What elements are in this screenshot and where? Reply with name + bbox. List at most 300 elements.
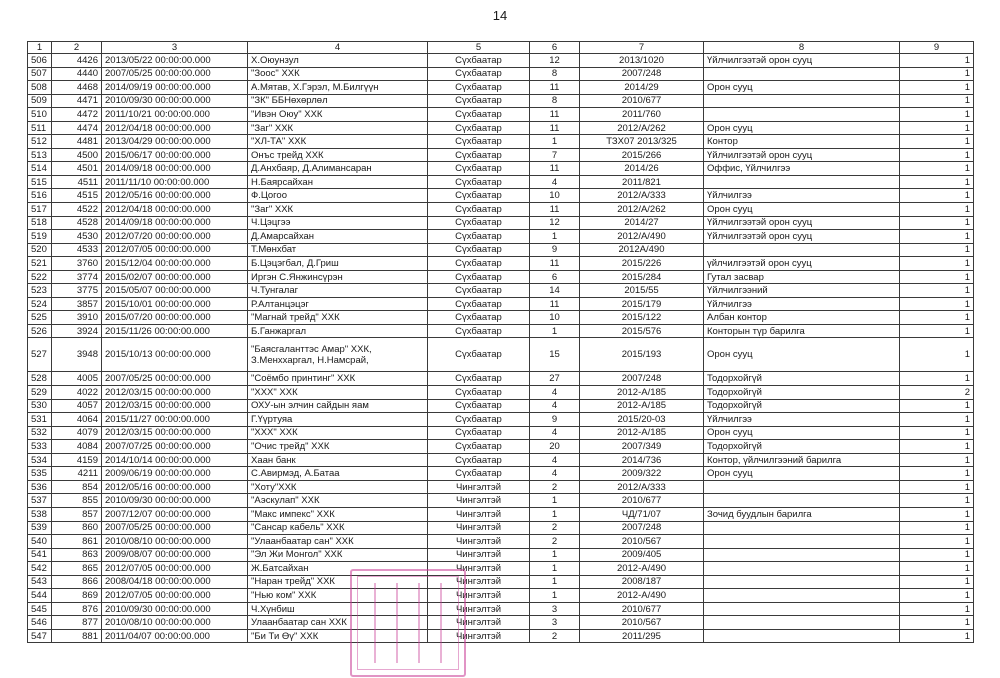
column-header: 5 <box>428 42 530 54</box>
owner-name: "Эл Жи Монгол" ХХК <box>248 548 428 562</box>
district: Сүхбаатар <box>428 121 530 135</box>
record-id: 4501 <box>52 162 102 176</box>
owner-name: Улаанбаатар сан ХХК <box>248 616 428 630</box>
quantity: 1 <box>900 148 974 162</box>
registration-date: 2009/06/19 00:00:00.000 <box>102 467 248 481</box>
table-row <box>28 589 974 603</box>
registration-date: 2007/12/07 00:00:00.000 <box>102 507 248 521</box>
permit-number: ЧД/71/07 <box>580 507 704 521</box>
registration-date: 2008/04/18 00:00:00.000 <box>102 575 248 589</box>
table-row <box>28 575 974 589</box>
table-row <box>28 108 974 122</box>
row-index: 508 <box>28 81 52 95</box>
table-row <box>28 189 974 203</box>
owner-name: "Очис трейд" ХХК <box>248 440 428 454</box>
record-id: 4472 <box>52 108 102 122</box>
registration-date: 2012/07/05 00:00:00.000 <box>102 243 248 257</box>
owner-name: Иргэн С.Янжинсүрэн <box>248 270 428 284</box>
record-id: 4500 <box>52 148 102 162</box>
unit-count: 15 <box>530 338 580 372</box>
building-purpose <box>704 548 900 562</box>
building-purpose: Орон сууц <box>704 121 900 135</box>
registration-date: 2015/12/04 00:00:00.000 <box>102 257 248 271</box>
table-row <box>28 562 974 576</box>
row-index: 536 <box>28 480 52 494</box>
owner-name: Ч.Тунгалаг <box>248 284 428 298</box>
registration-date: 2012/03/15 00:00:00.000 <box>102 386 248 400</box>
permit-number: 2014/26 <box>580 162 704 176</box>
quantity: 1 <box>900 81 974 95</box>
unit-count: 20 <box>530 440 580 454</box>
registration-date: 2012/03/15 00:00:00.000 <box>102 399 248 413</box>
registration-date: 2015/10/13 00:00:00.000 <box>102 338 248 372</box>
building-purpose <box>704 575 900 589</box>
quantity: 1 <box>900 311 974 325</box>
record-id: 3910 <box>52 311 102 325</box>
table-row <box>28 602 974 616</box>
permit-number: 2012/А/262 <box>580 121 704 135</box>
permit-number: 2012-А/490 <box>580 589 704 603</box>
owner-name: Б.Цэцэгбал, Д.Гриш <box>248 257 428 271</box>
building-purpose: Албан контор <box>704 311 900 325</box>
building-purpose: Оффис, Үйлчилгээ <box>704 162 900 176</box>
building-purpose: Тодорхойгүй <box>704 386 900 400</box>
registration-date: 2010/08/10 00:00:00.000 <box>102 616 248 630</box>
registration-date: 2012/07/05 00:00:00.000 <box>102 589 248 603</box>
permit-number: 2015/284 <box>580 270 704 284</box>
unit-count: 2 <box>530 535 580 549</box>
record-id: 4533 <box>52 243 102 257</box>
quantity: 1 <box>900 629 974 643</box>
quantity: 1 <box>900 324 974 338</box>
quantity: 1 <box>900 535 974 549</box>
table-row <box>28 372 974 386</box>
owner-name: "Аэскулап" ХХК <box>248 494 428 508</box>
building-purpose <box>704 67 900 81</box>
district: Сүхбаатар <box>428 243 530 257</box>
permit-number: 2015/20-03 <box>580 413 704 427</box>
registration-date: 2012/05/16 00:00:00.000 <box>102 189 248 203</box>
permit-number: 2014/27 <box>580 216 704 230</box>
unit-count: 1 <box>530 230 580 244</box>
unit-count: 1 <box>530 507 580 521</box>
district: Сүхбаатар <box>428 284 530 298</box>
row-index: 526 <box>28 324 52 338</box>
record-id: 861 <box>52 535 102 549</box>
permit-number: 2010/567 <box>580 535 704 549</box>
district: Чингэлтэй <box>428 616 530 630</box>
record-id: 3924 <box>52 324 102 338</box>
column-header: 9 <box>900 42 974 54</box>
table-row <box>28 311 974 325</box>
registration-date: 2015/06/17 00:00:00.000 <box>102 148 248 162</box>
row-index: 527 <box>28 338 52 372</box>
owner-name: Д.Анхбаяр, Д.Алимансаран <box>248 162 428 176</box>
quantity: 1 <box>900 162 974 176</box>
row-index: 547 <box>28 629 52 643</box>
record-id: 3857 <box>52 297 102 311</box>
owner-name: Н.Баярсайхан <box>248 175 428 189</box>
building-purpose: Тодорхойгүй <box>704 372 900 386</box>
column-header: 2 <box>52 42 102 54</box>
row-index: 534 <box>28 453 52 467</box>
registration-date: 2015/11/27 00:00:00.000 <box>102 413 248 427</box>
owner-name: "Би Ти Өү" ХХК <box>248 629 428 643</box>
table-row <box>28 162 974 176</box>
permit-number: 2014/29 <box>580 81 704 95</box>
registration-date: 2010/09/30 00:00:00.000 <box>102 602 248 616</box>
unit-count: 14 <box>530 284 580 298</box>
header-row <box>28 42 974 54</box>
permit-number: 2007/248 <box>580 67 704 81</box>
district: Сүхбаатар <box>428 189 530 203</box>
registration-date: 2011/04/07 00:00:00.000 <box>102 629 248 643</box>
table-body <box>28 54 974 643</box>
quantity: 1 <box>900 189 974 203</box>
record-id: 4515 <box>52 189 102 203</box>
owner-name: Х.Оюунзул <box>248 54 428 68</box>
table-row <box>28 324 974 338</box>
registration-date: 2015/11/26 00:00:00.000 <box>102 324 248 338</box>
building-purpose <box>704 521 900 535</box>
unit-count: 12 <box>530 54 580 68</box>
owner-name: Хаан банк <box>248 453 428 467</box>
permit-number: 2015/122 <box>580 311 704 325</box>
registration-date: 2012/03/15 00:00:00.000 <box>102 426 248 440</box>
registration-date: 2015/07/20 00:00:00.000 <box>102 311 248 325</box>
district: Чингэлтэй <box>428 602 530 616</box>
unit-count: 9 <box>530 413 580 427</box>
owner-name: Д.Амарсайхан <box>248 230 428 244</box>
record-id: 4522 <box>52 203 102 217</box>
building-purpose: Орон сууц <box>704 81 900 95</box>
row-index: 539 <box>28 521 52 535</box>
table-row <box>28 270 974 284</box>
district: Чингэлтэй <box>428 507 530 521</box>
row-index: 511 <box>28 121 52 135</box>
row-index: 510 <box>28 108 52 122</box>
permit-number: 2008/187 <box>580 575 704 589</box>
register-table <box>27 41 974 643</box>
permit-number: 2011/295 <box>580 629 704 643</box>
column-header: 1 <box>28 42 52 54</box>
unit-count: 1 <box>530 324 580 338</box>
permit-number: 2009/322 <box>580 467 704 481</box>
record-id: 4079 <box>52 426 102 440</box>
quantity: 1 <box>900 616 974 630</box>
unit-count: 11 <box>530 297 580 311</box>
quantity: 1 <box>900 575 974 589</box>
table-row <box>28 480 974 494</box>
page-number: 14 <box>492 8 508 23</box>
table-row <box>28 54 974 68</box>
building-purpose: Тодорхойгүй <box>704 399 900 413</box>
table-row <box>28 616 974 630</box>
row-index: 545 <box>28 602 52 616</box>
district: Сүхбаатар <box>428 135 530 149</box>
unit-count: 12 <box>530 216 580 230</box>
registration-date: 2015/05/07 00:00:00.000 <box>102 284 248 298</box>
registration-date: 2007/05/25 00:00:00.000 <box>102 521 248 535</box>
table-row <box>28 440 974 454</box>
row-index: 521 <box>28 257 52 271</box>
unit-count: 11 <box>530 257 580 271</box>
district: Чингэлтэй <box>428 480 530 494</box>
building-purpose <box>704 589 900 603</box>
record-id: 877 <box>52 616 102 630</box>
permit-number: 2011/760 <box>580 108 704 122</box>
column-header: 7 <box>580 42 704 54</box>
table-row <box>28 230 974 244</box>
owner-name: Ж.Батсайхан <box>248 562 428 576</box>
registration-date: 2007/05/25 00:00:00.000 <box>102 372 248 386</box>
unit-count: 3 <box>530 602 580 616</box>
record-id: 3948 <box>52 338 102 372</box>
quantity: 1 <box>900 175 974 189</box>
building-purpose: Үйлчилгээтэй орон сууц <box>704 148 900 162</box>
row-index: 540 <box>28 535 52 549</box>
district: Сүхбаатар <box>428 94 530 108</box>
record-id: 3774 <box>52 270 102 284</box>
row-index: 530 <box>28 399 52 413</box>
owner-name: Ч.Цэцгээ <box>248 216 428 230</box>
building-purpose: Орон сууц <box>704 338 900 372</box>
quantity: 1 <box>900 203 974 217</box>
record-id: 4057 <box>52 399 102 413</box>
record-id: 4528 <box>52 216 102 230</box>
permit-number: 2007/248 <box>580 521 704 535</box>
table-row <box>28 453 974 467</box>
registration-date: 2011/11/10 00:00:00.000 <box>102 175 248 189</box>
building-purpose: Орон сууц <box>704 426 900 440</box>
quantity: 1 <box>900 297 974 311</box>
permit-number: 2010/677 <box>580 494 704 508</box>
building-purpose <box>704 562 900 576</box>
quantity: 1 <box>900 426 974 440</box>
district: Сүхбаатар <box>428 257 530 271</box>
building-purpose <box>704 602 900 616</box>
quantity: 1 <box>900 243 974 257</box>
record-id: 869 <box>52 589 102 603</box>
district: Сүхбаатар <box>428 175 530 189</box>
quantity: 1 <box>900 467 974 481</box>
owner-name: "ЗК" ББНөхөрлөл <box>248 94 428 108</box>
quantity: 1 <box>900 135 974 149</box>
permit-number: 2012А/490 <box>580 243 704 257</box>
unit-count: 4 <box>530 453 580 467</box>
owner-name: Ф.Цогоо <box>248 189 428 203</box>
row-index: 522 <box>28 270 52 284</box>
owner-name: "Сансар кабель" ХХК <box>248 521 428 535</box>
quantity: 1 <box>900 453 974 467</box>
permit-number: 2014/736 <box>580 453 704 467</box>
row-index: 516 <box>28 189 52 203</box>
district: Сүхбаатар <box>428 399 530 413</box>
table-row <box>28 94 974 108</box>
unit-count: 8 <box>530 67 580 81</box>
unit-count: 10 <box>530 311 580 325</box>
row-index: 546 <box>28 616 52 630</box>
record-id: 854 <box>52 480 102 494</box>
permit-number: 2012/А/262 <box>580 203 704 217</box>
building-purpose: Орон сууц <box>704 467 900 481</box>
permit-number: 2012-А/185 <box>580 386 704 400</box>
unit-count: 1 <box>530 589 580 603</box>
district: Чингэлтэй <box>428 494 530 508</box>
record-id: 865 <box>52 562 102 576</box>
row-index: 515 <box>28 175 52 189</box>
registration-date: 2014/09/18 00:00:00.000 <box>102 216 248 230</box>
quantity: 1 <box>900 399 974 413</box>
permit-number: 2007/248 <box>580 372 704 386</box>
building-purpose: Үйлчилгээ <box>704 297 900 311</box>
registration-date: 2014/09/19 00:00:00.000 <box>102 81 248 95</box>
row-index: 542 <box>28 562 52 576</box>
owner-name: "Магнай трейд" ХХК <box>248 311 428 325</box>
table-row <box>28 67 974 81</box>
district: Сүхбаатар <box>428 297 530 311</box>
record-id: 4426 <box>52 54 102 68</box>
quantity: 1 <box>900 589 974 603</box>
owner-name: "Ивэн Оюу" ХХК <box>248 108 428 122</box>
owner-name: "Улаанбаатар сан" ХХК <box>248 535 428 549</box>
record-id: 4530 <box>52 230 102 244</box>
building-purpose <box>704 535 900 549</box>
owner-name: "ХХХ" ХХК <box>248 426 428 440</box>
record-id: 4440 <box>52 67 102 81</box>
owner-name: "Заг" ХХК <box>248 203 428 217</box>
table-row <box>28 386 974 400</box>
registration-date: 2009/08/07 00:00:00.000 <box>102 548 248 562</box>
quantity: 1 <box>900 270 974 284</box>
record-id: 4064 <box>52 413 102 427</box>
building-purpose: Конторын түр барилга <box>704 324 900 338</box>
permit-number: 2012/А/490 <box>580 230 704 244</box>
district: Сүхбаатар <box>428 216 530 230</box>
owner-name: "Баясгаланттэс Амар" ХХК, З.Менххаргал, Н.Намсрай, <box>248 338 428 372</box>
unit-count: 4 <box>530 467 580 481</box>
record-id: 866 <box>52 575 102 589</box>
row-index: 513 <box>28 148 52 162</box>
registration-date: 2013/04/29 00:00:00.000 <box>102 135 248 149</box>
owner-name: Онъс трейд ХХК <box>248 148 428 162</box>
record-id: 855 <box>52 494 102 508</box>
quantity: 1 <box>900 230 974 244</box>
building-purpose <box>704 494 900 508</box>
unit-count: 3 <box>530 616 580 630</box>
district: Сүхбаатар <box>428 270 530 284</box>
unit-count: 4 <box>530 386 580 400</box>
quantity: 1 <box>900 54 974 68</box>
row-index: 525 <box>28 311 52 325</box>
table-row <box>28 284 974 298</box>
record-id: 857 <box>52 507 102 521</box>
column-header: 4 <box>248 42 428 54</box>
permit-number: 2010/677 <box>580 94 704 108</box>
registration-date: 2010/09/30 00:00:00.000 <box>102 494 248 508</box>
owner-name: "Заг" ХХК <box>248 121 428 135</box>
owner-name: "Наран трейд" ХХК <box>248 575 428 589</box>
building-purpose: Үйлчилгээтэй орон сууц <box>704 54 900 68</box>
district: Сүхбаатар <box>428 162 530 176</box>
permit-number: 2015/193 <box>580 338 704 372</box>
registration-date: 2012/07/05 00:00:00.000 <box>102 562 248 576</box>
table-row <box>28 399 974 413</box>
row-index: 538 <box>28 507 52 521</box>
owner-name: Р.Алтанцэцэг <box>248 297 428 311</box>
quantity: 2 <box>900 386 974 400</box>
row-index: 506 <box>28 54 52 68</box>
row-index: 523 <box>28 284 52 298</box>
registration-date: 2010/09/30 00:00:00.000 <box>102 94 248 108</box>
table-row <box>28 494 974 508</box>
owner-name: Б.Ганжаргал <box>248 324 428 338</box>
owner-name: А.Мятав, Х.Гэрэл, М.Билгүүн <box>248 81 428 95</box>
building-purpose <box>704 629 900 643</box>
permit-number: 2007/349 <box>580 440 704 454</box>
registration-date: 2007/07/25 00:00:00.000 <box>102 440 248 454</box>
row-index: 533 <box>28 440 52 454</box>
district: Сүхбаатар <box>428 148 530 162</box>
row-index: 518 <box>28 216 52 230</box>
district: Чингэлтэй <box>428 589 530 603</box>
quantity: 1 <box>900 121 974 135</box>
table-row <box>28 426 974 440</box>
owner-name: "ХХХ" ХХК <box>248 386 428 400</box>
district: Сүхбаатар <box>428 338 530 372</box>
registration-date: 2012/04/18 00:00:00.000 <box>102 203 248 217</box>
building-purpose: Орон сууц <box>704 203 900 217</box>
row-index: 541 <box>28 548 52 562</box>
record-id: 4159 <box>52 453 102 467</box>
row-index: 531 <box>28 413 52 427</box>
record-id: 3775 <box>52 284 102 298</box>
unit-count: 10 <box>530 189 580 203</box>
registration-date: 2014/09/18 00:00:00.000 <box>102 162 248 176</box>
column-header: 6 <box>530 42 580 54</box>
building-purpose: Гутал засвар <box>704 270 900 284</box>
unit-count: 4 <box>530 399 580 413</box>
building-purpose <box>704 243 900 257</box>
table-row <box>28 548 974 562</box>
permit-number: 2012/А/333 <box>580 189 704 203</box>
record-id: 876 <box>52 602 102 616</box>
row-index: 544 <box>28 589 52 603</box>
table-row <box>28 243 974 257</box>
permit-number: 2011/821 <box>580 175 704 189</box>
owner-name: С.Авирмэд, А.Батаа <box>248 467 428 481</box>
registration-date: 2007/05/25 00:00:00.000 <box>102 67 248 81</box>
unit-count: 2 <box>530 521 580 535</box>
record-id: 4022 <box>52 386 102 400</box>
building-purpose <box>704 94 900 108</box>
row-index: 509 <box>28 94 52 108</box>
district: Сүхбаатар <box>428 81 530 95</box>
registration-date: 2014/10/14 00:00:00.000 <box>102 453 248 467</box>
table-row <box>28 257 974 271</box>
owner-name: "Соёмбо принтинг" ХХК <box>248 372 428 386</box>
table-row <box>28 467 974 481</box>
owner-name: "ХЛ-ТА" ХХК <box>248 135 428 149</box>
permit-number: 2009/405 <box>580 548 704 562</box>
owner-name: "Макс импекс" ХХК <box>248 507 428 521</box>
quantity: 1 <box>900 94 974 108</box>
building-purpose <box>704 480 900 494</box>
district: Чингэлтэй <box>428 562 530 576</box>
district: Сүхбаатар <box>428 54 530 68</box>
row-index: 537 <box>28 494 52 508</box>
district: Чингэлтэй <box>428 535 530 549</box>
